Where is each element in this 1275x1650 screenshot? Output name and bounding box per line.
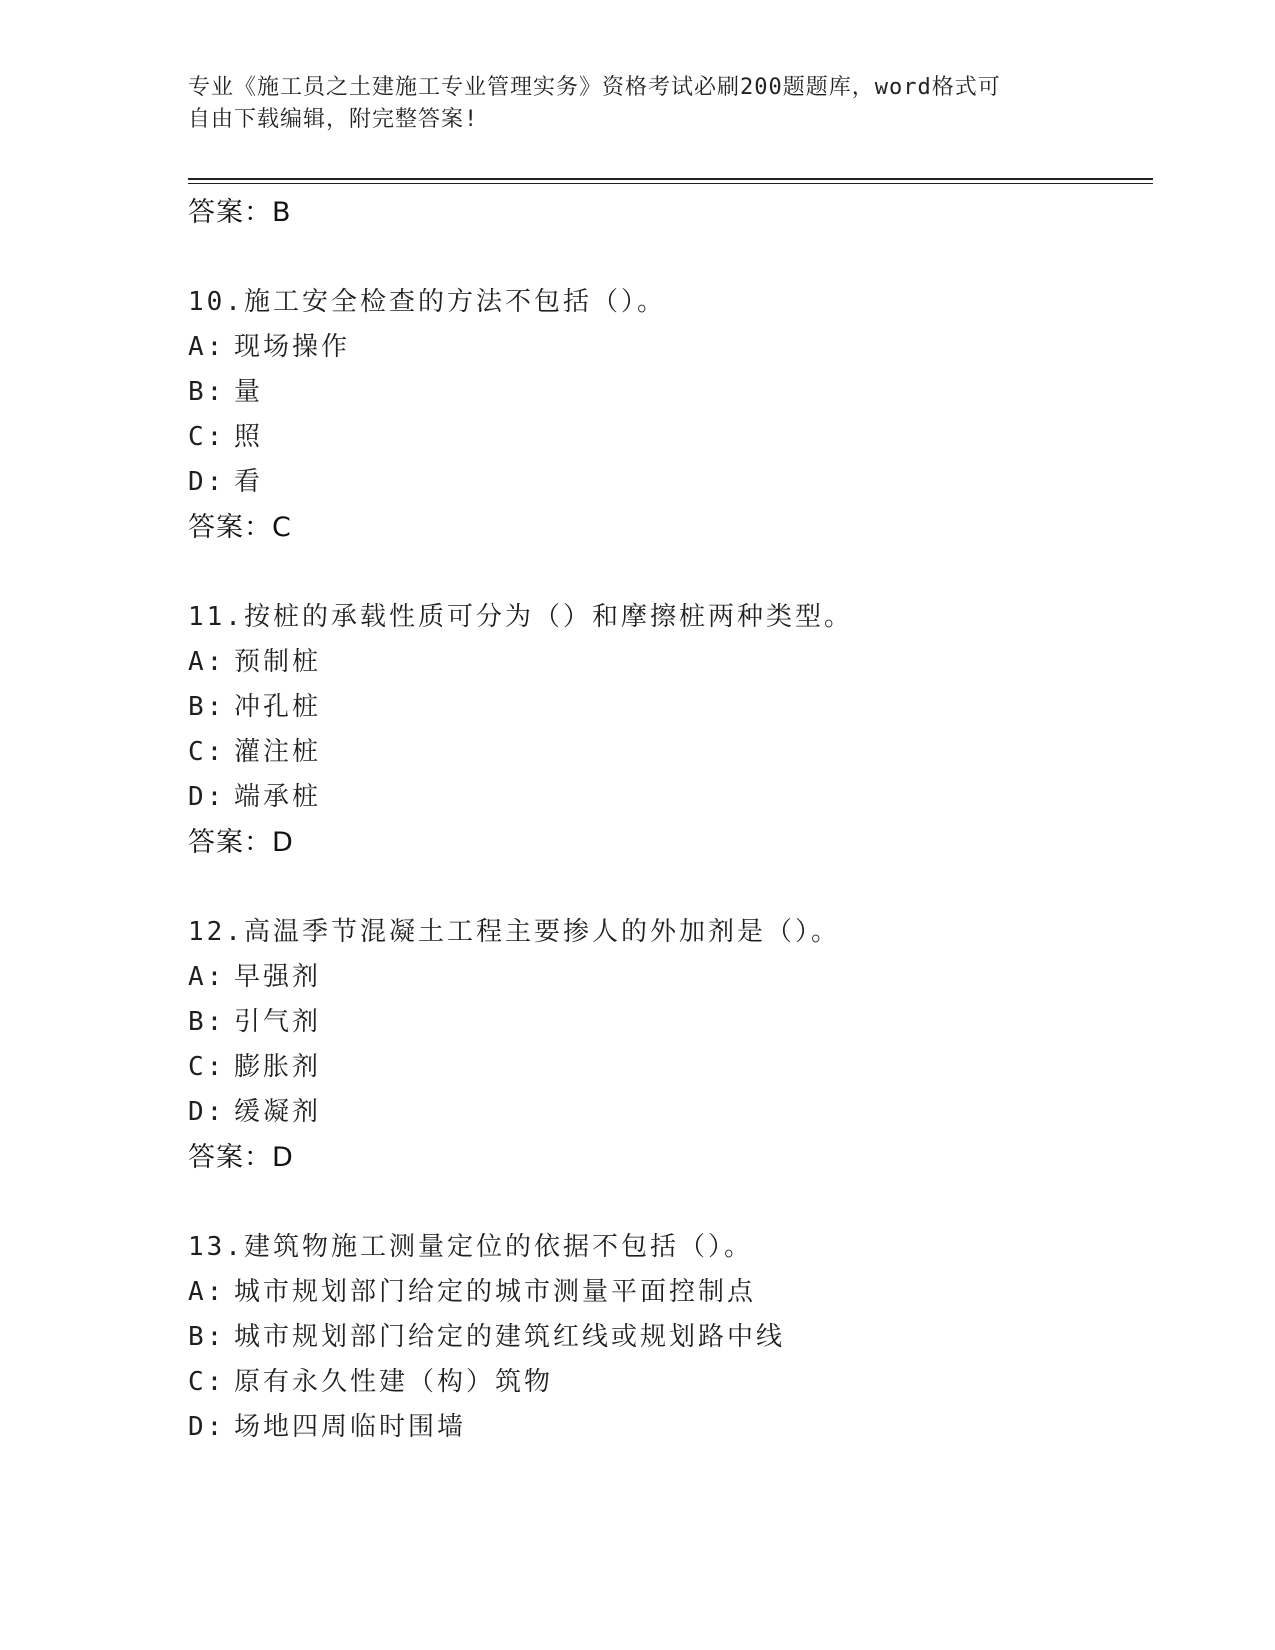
question-item [188,910,1153,1181]
option-d [188,1405,1153,1450]
option-a [188,1270,1153,1315]
question-stem: 11.按桩的承载性质可分为（）和摩擦桩两种类型。 [188,602,853,632]
option-text: 量 [234,377,264,407]
option-text: 膨胀剂 [234,1052,322,1082]
option-key: A: [188,962,226,992]
option-d [188,460,1153,505]
answer-line: 答案：B [188,197,292,228]
question-item [188,595,1153,866]
question-stem: 10.施工安全检查的方法不包括（）。 [188,287,666,317]
option-d [188,1090,1153,1135]
option-key: C: [188,1052,226,1082]
option-text: 端承桩 [234,782,322,812]
option-key: B: [188,692,226,722]
option-d [188,775,1153,820]
option-b [188,1000,1153,1045]
option-text: 看 [234,467,264,497]
header-line-1: 专业《施工员之土建施工专业管理实务》资格考试必刷200题题库，word格式可 [188,75,1001,100]
option-b [188,685,1153,730]
option-a [188,955,1153,1000]
option-text: 缓凝剂 [234,1097,322,1127]
option-c [188,415,1153,460]
option-c [188,730,1153,775]
option-text: 冲孔桩 [234,692,322,722]
option-text: 原有永久性建（构）筑物 [234,1367,554,1397]
option-key: D: [188,1097,226,1127]
option-key: C: [188,1367,226,1397]
option-c [188,1045,1153,1090]
option-key: A: [188,647,226,677]
option-text: 场地四周临时围墙 [234,1412,467,1442]
option-key: B: [188,1322,226,1352]
option-text: 灌注桩 [234,737,322,767]
option-text: 城市规划部门给定的建筑红线或规划路中线 [234,1322,786,1352]
option-key: A: [188,1277,226,1307]
option-text: 照 [234,422,264,452]
question-stem: 13.建筑物施工测量定位的依据不包括（）。 [188,1232,753,1262]
option-c [188,1360,1153,1405]
header-line-2: 自由下载编辑，附完整答案! [188,107,479,132]
option-text: 引气剂 [234,1007,322,1037]
option-key: D: [188,1412,226,1442]
option-text: 预制桩 [234,647,322,677]
question-item [188,280,1153,551]
option-text: 早强剂 [234,962,322,992]
option-key: C: [188,422,226,452]
question-stem: 12.高温季节混凝土工程主要掺人的外加剂是（）。 [188,917,840,947]
option-a [188,640,1153,685]
document-header [188,72,1068,136]
question-item [188,1225,1153,1450]
answer-line: 答案：D [188,827,294,858]
answer-line: 答案：D [188,1142,294,1173]
answer-line: 答案：C [188,512,292,543]
option-key: B: [188,1007,226,1037]
option-key: D: [188,782,226,812]
header-divider-thick [188,178,1153,180]
option-key: A: [188,332,226,362]
option-text: 现场操作 [234,332,351,362]
question-list [188,190,1153,1450]
option-key: D: [188,467,226,497]
option-key: C: [188,737,226,767]
option-b [188,1315,1153,1360]
option-b [188,370,1153,415]
header-divider-thin [188,183,1153,184]
option-text: 城市规划部门给定的城市测量平面控制点 [234,1277,757,1307]
option-a [188,325,1153,370]
option-key: B: [188,377,226,407]
